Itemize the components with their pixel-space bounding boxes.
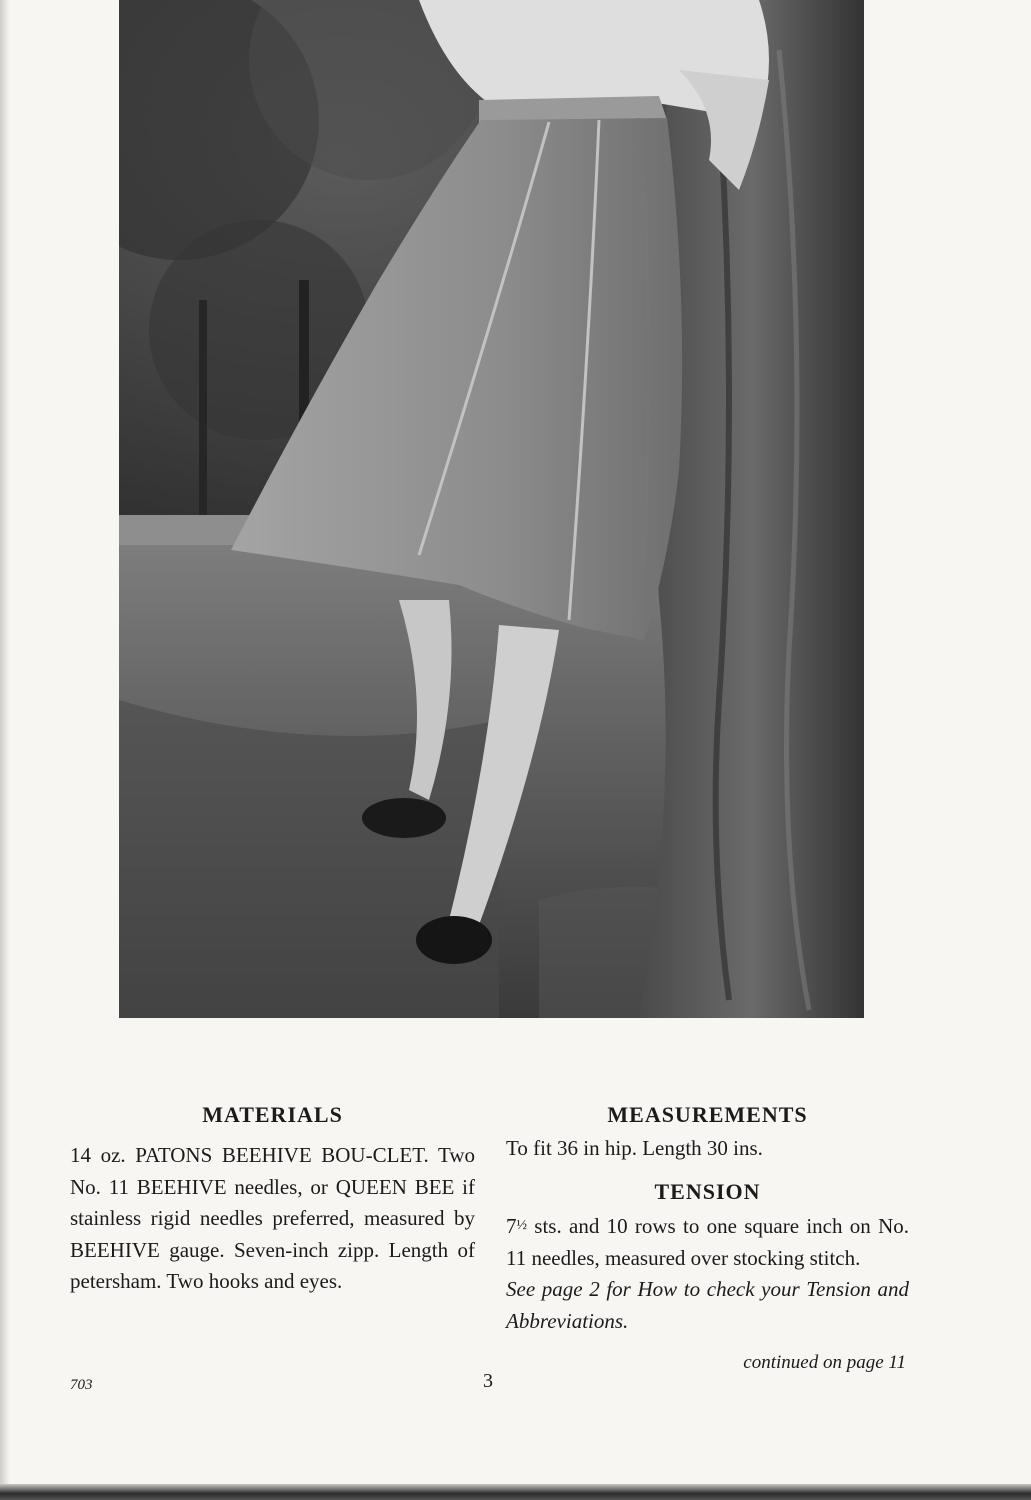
tension-fraction: ½ bbox=[516, 1218, 527, 1233]
materials-text: 14 oz. PATONS BEEHIVE BOU-CLET. Two No. 11 BEEHIVE needles, or QUEEN BEE if stainless rigid needles preferred, measured by BEEHIVE gauge. Seven-inch zipp. Length of petersham. Two hooks and eyes. bbox=[70, 1143, 475, 1293]
materials-heading: MATERIALS bbox=[202, 1102, 343, 1127]
measurements-heading: MEASUREMENTS bbox=[607, 1102, 808, 1127]
page-number: 3 bbox=[483, 1370, 493, 1392]
pattern-code: 703 bbox=[70, 1377, 93, 1393]
continued-note: continued on page 11 bbox=[743, 1352, 906, 1373]
tension-section bbox=[506, 1210, 909, 1337]
materials-section bbox=[70, 1140, 475, 1298]
tension-whole: 7 bbox=[506, 1214, 517, 1238]
measurements-section bbox=[506, 1133, 909, 1165]
tension-heading: TENSION bbox=[654, 1179, 761, 1204]
pattern-photograph bbox=[119, 0, 864, 1018]
tension-body: sts. and 10 rows to one square inch on No. 11 needles, measured over stocking stitch. bbox=[506, 1214, 909, 1270]
binding-shadow bbox=[0, 0, 10, 1500]
skirt-photo-illustration bbox=[119, 0, 864, 1018]
page-bottom-edge bbox=[0, 1484, 1031, 1500]
tension-note: See page 2 for How to check your Tension and Abbreviations. bbox=[506, 1277, 909, 1333]
measurements-text: To fit 36 in hip. Length 30 ins. bbox=[506, 1136, 763, 1160]
tension-text bbox=[506, 1210, 909, 1274]
